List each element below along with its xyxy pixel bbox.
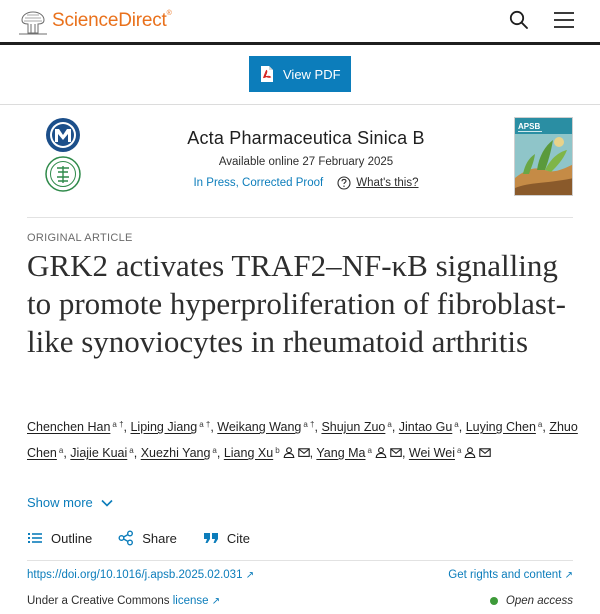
question-icon bbox=[337, 176, 351, 190]
author-name[interactable]: Liping Jiang bbox=[130, 420, 198, 434]
author-separator: , bbox=[314, 420, 322, 434]
article-actions bbox=[27, 530, 250, 546]
author-separator: , bbox=[216, 446, 224, 460]
elsevier-tree-logo[interactable] bbox=[16, 6, 50, 36]
external-link-icon: ↗ bbox=[211, 596, 221, 607]
author-affiliation-marker[interactable]: a bbox=[456, 446, 462, 455]
external-link-icon: ↗ bbox=[564, 570, 573, 581]
header-bottom-divider bbox=[27, 217, 573, 218]
in-press-status-link[interactable]: In Press, Corrected Proof bbox=[193, 177, 324, 189]
author-affiliation-marker[interactable]: a bbox=[367, 446, 372, 455]
author-name[interactable]: Weikang Wang bbox=[217, 420, 302, 434]
external-link-icon: ↗ bbox=[245, 570, 255, 581]
journal-cover-image[interactable] bbox=[514, 117, 573, 196]
author-affiliation-marker[interactable]: a bbox=[129, 446, 134, 455]
author-name[interactable]: Yang Ma bbox=[316, 446, 366, 460]
author-item[interactable] bbox=[321, 420, 391, 434]
author-affiliation-marker[interactable]: a bbox=[454, 420, 459, 429]
outline-button[interactable] bbox=[27, 530, 92, 546]
show-more-label: Show more bbox=[27, 495, 93, 510]
pdf-icon bbox=[259, 65, 275, 83]
author-item[interactable] bbox=[466, 420, 543, 434]
person-icon[interactable] bbox=[464, 447, 476, 458]
article-title: GRK2 activates TRAF2–NF-κB signalling to promote hyperproliferation of fibroblast-like synoviocytes in rheumatoid arthritis bbox=[27, 248, 566, 359]
author-separator: , bbox=[63, 446, 71, 460]
cite-button[interactable] bbox=[203, 530, 250, 546]
author-separator: , bbox=[210, 420, 218, 434]
open-access-label: Open access bbox=[505, 595, 573, 607]
author-affiliation-marker[interactable]: a bbox=[58, 446, 64, 455]
whats-this-link[interactable] bbox=[337, 176, 418, 190]
author-affiliation-marker[interactable]: a bbox=[212, 446, 217, 455]
license-prefix: Under a Creative Commons bbox=[27, 595, 170, 607]
journal-title[interactable]: Acta Pharmaceutica Sinica B bbox=[187, 128, 425, 148]
author-separator: , bbox=[458, 420, 466, 434]
author-name[interactable]: Shujun Zuo bbox=[321, 420, 386, 434]
open-access-dot-icon bbox=[490, 597, 498, 605]
author-affiliation-marker[interactable]: b bbox=[275, 446, 280, 455]
cover-title: APSB bbox=[518, 122, 541, 131]
author-separator: , bbox=[401, 446, 409, 460]
view-pdf-button[interactable] bbox=[249, 56, 351, 92]
author-item[interactable] bbox=[130, 420, 210, 434]
article-type-label: ORIGINAL ARTICLE bbox=[27, 232, 133, 244]
top-bar bbox=[0, 0, 600, 42]
availability-date: Available online 27 February 2025 bbox=[218, 156, 394, 168]
article-status-row bbox=[120, 176, 492, 190]
author-name[interactable]: Wei Wei bbox=[408, 446, 455, 460]
author-separator: , bbox=[542, 420, 550, 434]
author-affiliation-marker[interactable]: a bbox=[537, 420, 543, 429]
author-separator: , bbox=[123, 420, 131, 434]
author-name[interactable]: Jintao Gu bbox=[398, 420, 453, 434]
email-icon[interactable] bbox=[479, 447, 491, 458]
view-pdf-label: View PDF bbox=[283, 66, 341, 82]
author-name[interactable]: Xuezhi Yang bbox=[140, 446, 211, 460]
author-separator: , bbox=[133, 446, 141, 460]
author-affiliation-marker[interactable]: a † bbox=[112, 420, 124, 429]
author-affiliation-marker[interactable]: a † bbox=[199, 420, 211, 429]
header-divider bbox=[0, 42, 600, 45]
author-name[interactable]: Chenchen Han bbox=[27, 420, 111, 434]
rights-label: Get rights and content bbox=[448, 569, 562, 581]
hamburger-menu-icon[interactable] bbox=[553, 10, 575, 30]
email-icon[interactable] bbox=[298, 447, 310, 458]
email-icon[interactable] bbox=[390, 447, 402, 458]
author-affiliation-marker[interactable]: a † bbox=[303, 420, 315, 429]
cover-art bbox=[515, 118, 573, 196]
author-item[interactable] bbox=[27, 420, 124, 434]
author-name[interactable]: Zhuo Chen bbox=[27, 420, 578, 460]
author-affiliation-marker[interactable]: a bbox=[387, 420, 392, 429]
author-separator: , bbox=[391, 420, 399, 434]
show-more-button[interactable] bbox=[27, 495, 113, 510]
author-separator: , bbox=[309, 446, 317, 460]
license-link[interactable]: license ↗ bbox=[172, 595, 221, 607]
share-icon bbox=[118, 530, 134, 546]
author-item[interactable] bbox=[141, 446, 217, 460]
chevron-down-icon bbox=[101, 499, 113, 507]
license-statement bbox=[27, 595, 220, 607]
share-button[interactable] bbox=[118, 530, 177, 546]
quote-icon bbox=[203, 530, 219, 546]
links-divider bbox=[27, 560, 573, 561]
section-divider bbox=[0, 104, 600, 105]
cite-label: Cite bbox=[226, 530, 251, 546]
search-icon[interactable] bbox=[508, 9, 530, 31]
open-access-badge bbox=[490, 595, 573, 607]
share-label: Share bbox=[142, 530, 177, 546]
author-list bbox=[27, 413, 583, 465]
author-name[interactable]: Liang Xu bbox=[223, 446, 274, 460]
author-name[interactable]: Luying Chen bbox=[465, 420, 536, 434]
author-name[interactable]: Jiajie Kuai bbox=[70, 446, 128, 460]
outline-label: Outline bbox=[51, 530, 93, 546]
whats-this-label: What's this? bbox=[356, 177, 419, 189]
institute-logo-icon[interactable] bbox=[45, 156, 81, 192]
doi-link[interactable] bbox=[27, 569, 254, 581]
person-icon[interactable] bbox=[375, 447, 387, 458]
outline-list-icon bbox=[27, 530, 43, 546]
author-item[interactable] bbox=[224, 446, 310, 460]
society-logo-icon[interactable] bbox=[45, 117, 81, 153]
author-item[interactable] bbox=[70, 446, 133, 460]
person-icon[interactable] bbox=[283, 447, 295, 458]
rights-link[interactable] bbox=[448, 569, 573, 581]
doi-url: https://doi.org/10.1016/j.apsb.2025.02.031 bbox=[27, 569, 243, 581]
brand-logo-text[interactable]: ScienceDirect® bbox=[52, 10, 172, 31]
author-item[interactable] bbox=[316, 446, 402, 460]
author-item[interactable] bbox=[399, 420, 459, 434]
author-item[interactable] bbox=[409, 446, 492, 460]
author-item[interactable] bbox=[217, 420, 314, 434]
